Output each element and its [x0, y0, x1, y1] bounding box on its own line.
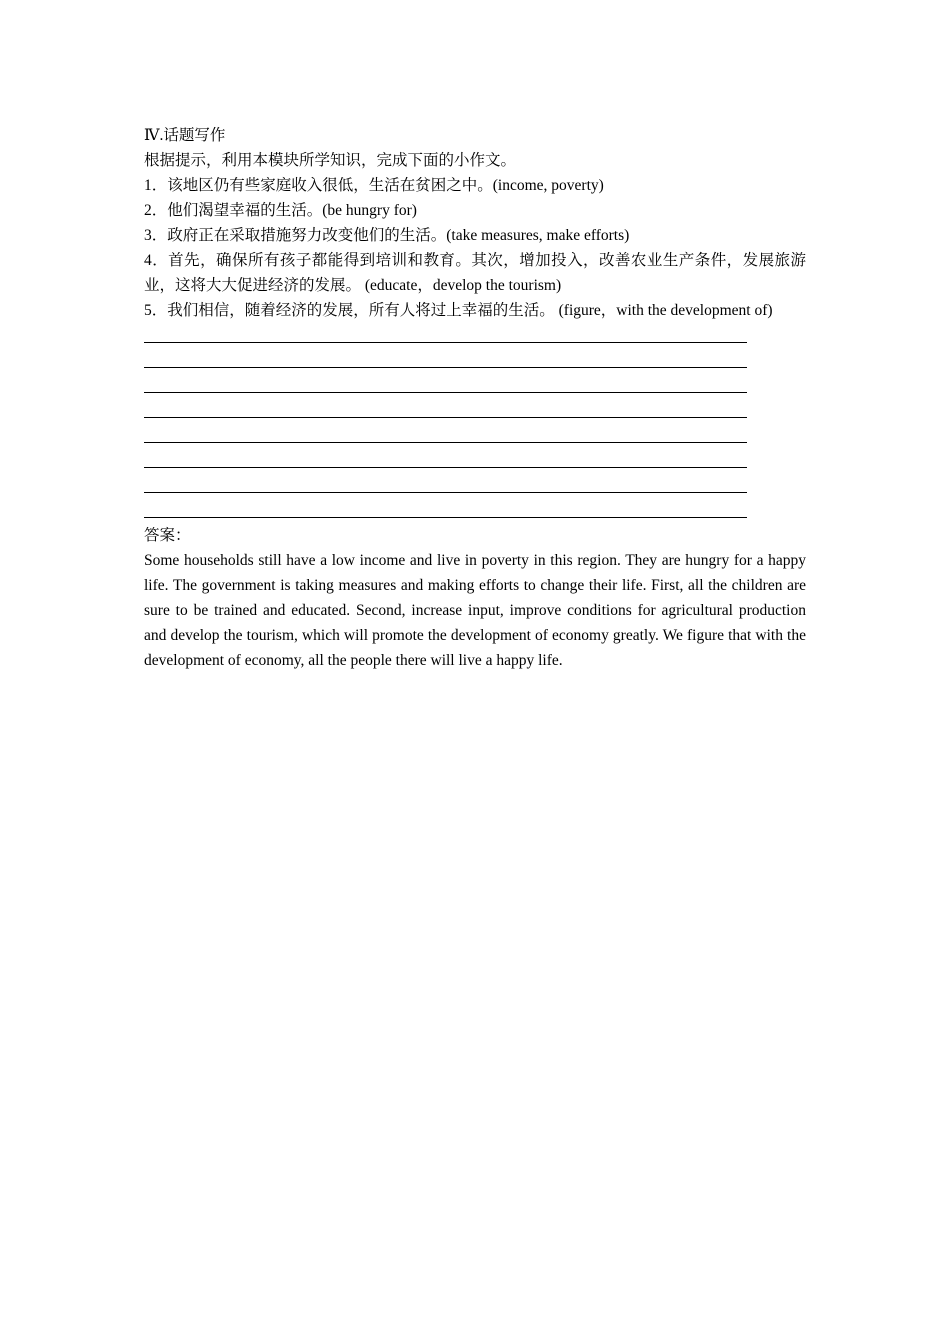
worksheet-page — [144, 123, 806, 673]
prompt-item-4: 4．首先，确保所有孩子都能得到培训和教育。其次，增加投入，改善农业生产条件，发展旅游业，这将大大促进经济的发展。 (educate，develop the tourism) — [144, 252, 806, 294]
answer-label: 答案： — [144, 527, 191, 544]
writing-lines[interactable] — [144, 323, 806, 523]
section-title: Ⅳ.话题写作 — [144, 127, 226, 144]
writing-line[interactable] — [144, 373, 747, 398]
prompt-item-3: 3．政府正在采取措施努力改变他们的生活。(take measures, make efforts) — [144, 227, 630, 244]
answer-text: Some households still have a low income and live in poverty in this region. They are hungry for a happy life. The government is taking measures and making efforts to change their life. First, all the children are sure to be trained and educated. Second, increase input, improve conditions for agricultural production and develop the tourism, which will promote the development of economy greatly. We figure that with the development of economy, all the people there will live a happy life. — [144, 552, 806, 669]
writing-line[interactable] — [144, 348, 747, 373]
writing-line[interactable] — [144, 498, 747, 523]
writing-line[interactable] — [144, 423, 747, 448]
writing-line[interactable] — [144, 473, 747, 498]
prompt-item-2: 2．他们渴望幸福的生活。(be hungry for) — [144, 202, 417, 219]
prompt-item-5: 5．我们相信，随着经济的发展，所有人将过上幸福的生活。 (figure，with the development of) — [144, 302, 773, 319]
instruction-text: 根据提示，利用本模块所学知识，完成下面的小作文。 — [144, 152, 517, 169]
writing-line[interactable] — [144, 398, 747, 423]
writing-line[interactable] — [144, 448, 747, 473]
writing-line[interactable] — [144, 323, 747, 348]
prompt-item-1: 1．该地区仍有些家庭收入很低，生活在贫困之中。(income, poverty) — [144, 177, 604, 194]
